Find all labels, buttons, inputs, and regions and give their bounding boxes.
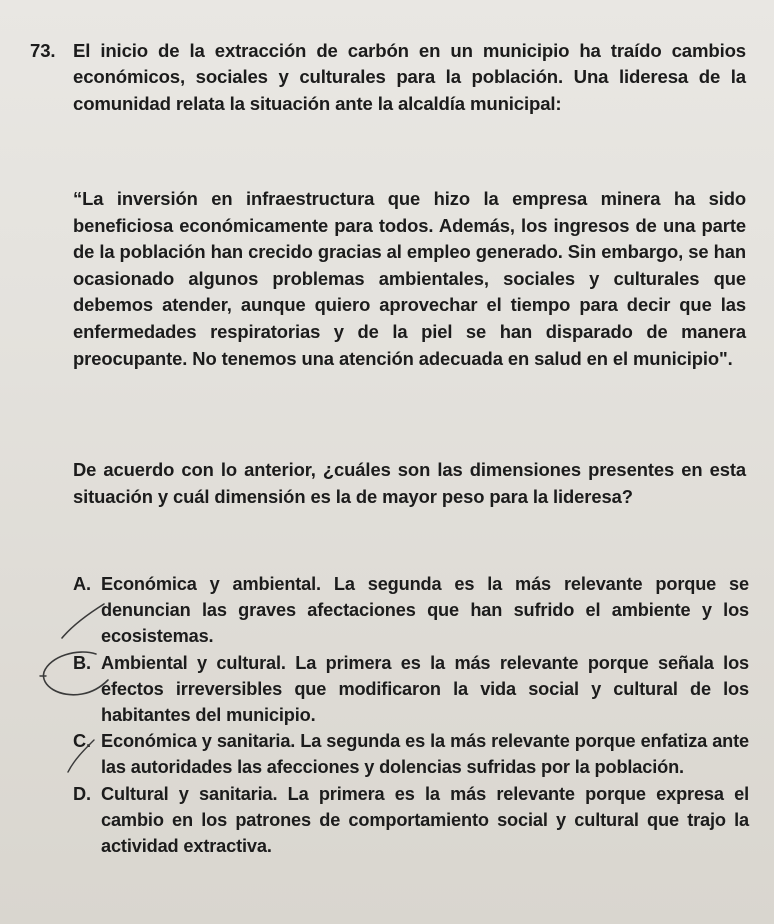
option-c[interactable] [73,728,749,780]
option-c-letter: C. [73,731,91,752]
option-b[interactable] [73,650,749,729]
option-a[interactable] [73,571,749,650]
question-header [30,38,746,117]
option-c-text: Económica y sanitaria. La segunda es la más relevante porque enfatiza ante las autoridades las afecciones y dolencias sufridas por la población. [101,731,749,778]
testimony-quote: “La inversión en infraestructura que hizo la empresa minera ha sido beneficiosa económicamente para todos. Además, los ingresos de una parte de la población han crecido gracias al empleo generado. Sin embargo, se han ocasionado algunos problemas ambientales, sociales y culturales que debemos atender, aunque quiero aprovechar el tiempo para decir que las enfermedades respiratorias y de la piel se han disparado de manera preocupante. No tenemos una atención adecuada en salud en el municipio". [73,188,746,369]
option-d-letter: D. [73,783,91,804]
option-a-text: Económica y ambiental. La segunda es la más relevante porque se denuncian las graves afectaciones que han sufrido el ambiente y los ecosistemas. [101,574,749,647]
option-d-text: Cultural y sanitaria. La primera es la más relevante porque expresa el cambio en los patrones de comportamiento social y cultural que trajo la actividad extractiva. [101,783,749,857]
option-b-text: Ambiental y cultural. La primera es la más relevante porque señala los efectos irreversibles que modificaron la vida social y cultural de los habitantes del municipio. [101,652,749,726]
option-b-letter: B. [73,652,91,673]
question-statement: El inicio de la extracción de carbón en un municipio ha traído cambios económicos, sociales y culturales para la población. Una lideresa de la comunidad relata la situación ante la alcaldía municipal: [73,40,746,114]
question-number: 73. [30,40,56,61]
question-prompt: De acuerdo con lo anterior, ¿cuáles son las dimensiones presentes en esta situación y cuál dimensión es la de mayor peso para la lideresa? [73,459,746,507]
answer-options [73,571,749,859]
option-d[interactable] [73,781,749,860]
option-a-letter: A. [73,574,91,594]
